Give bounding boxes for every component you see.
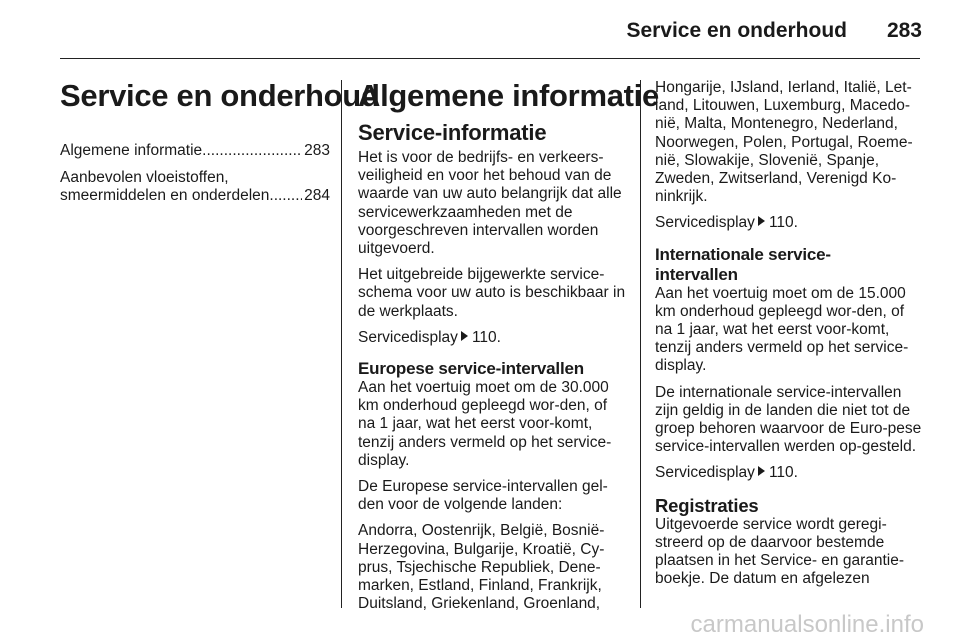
section-title-service-info: Service-informatie xyxy=(358,120,547,145)
toc-entry-page: 283 xyxy=(304,142,330,159)
header-rule xyxy=(60,58,920,59)
toc-entry-general-info[interactable] xyxy=(60,142,330,160)
international-paragraph-1: Aan het voertuig moet om de 15.000 km onderhoud gepleegd wor-den, of na 1 jaar, wat het eerst voor-komt, tenzij anders vermeld op het service-display. xyxy=(655,284,909,375)
subsection-title-international: Internationale service-intervallen xyxy=(655,244,831,284)
toc-chapter-title: Service en onderhoud xyxy=(60,78,380,113)
registrations-paragraph-1: Uitgevoerde service wordt geregi-streerd op de daarvoor bestemde plaatsen in het Service- en garantie-boekje. De datum en afgelezen xyxy=(655,515,905,588)
european-countries-part-2: Hongarije, IJsland, Ierland, Italië, Let-land, Litouwen, Luxemburg, Macedo-nië, Malta, Montenegro, Nederland, Noorwegen, Polen, Portugal, Roeme-nië, Slowakije, Slovenië, Spanje, Zweden, Zwitserland, Verenigd Ko-ninkrijk. xyxy=(655,79,913,206)
text-column-2 xyxy=(358,66,659,621)
page-reference-icon xyxy=(461,331,468,341)
european-countries-part-1: Andorra, Oostenrijk, België, Bosnië-Herzegovina, Bulgarije, Kroatië, Cy-prus, Tsjechische Republiek, Dene-marken, Estland, Finland, Frankrijk, Duitsland, Griekenland, Groenland, xyxy=(358,522,605,613)
watermark: carmanualsonline.info xyxy=(690,611,924,638)
toc-entry-label: Algemene informatie xyxy=(60,142,203,159)
subsection-title-registrations: Registraties xyxy=(655,494,759,516)
column-divider-2 xyxy=(640,80,641,608)
servicedisplay-reference[interactable]: Servicedisplay 110. xyxy=(655,214,798,232)
column-divider-1 xyxy=(341,80,342,608)
running-header-title: Service en onderhoud xyxy=(626,19,847,42)
servicedisplay-reference[interactable]: Servicedisplay 110. xyxy=(655,464,798,482)
service-info-paragraph-2: Het uitgebreide bijgewerkte service-schema voor uw auto is beschikbaar in de werkplaats. xyxy=(358,266,626,320)
page-number: 283 xyxy=(886,19,922,42)
chapter-title: Algemene informatie xyxy=(358,78,659,113)
subsection-title-european: Europese service-intervallen xyxy=(358,359,584,379)
toc-entry-label-cont: smeermiddelen en onderdelen xyxy=(60,187,270,205)
toc-entry-label: Aanbevolen vloeistoffen, xyxy=(60,169,229,187)
servicedisplay-reference[interactable]: Servicedisplay 110. xyxy=(358,328,501,346)
european-paragraph-2: De Europese service-intervallen gel-den voor de volgende landen: xyxy=(358,478,608,514)
toc-entry-fluids[interactable] xyxy=(60,169,330,205)
toc-leader-dots xyxy=(269,187,302,205)
toc-column xyxy=(60,66,380,215)
page-reference-icon xyxy=(758,216,765,226)
international-paragraph-2: De internationale service-intervallen zijn geldig in de landen die niet tot de groep behoren waarvoor de Euro-pese service-intervallen werden op-gesteld. xyxy=(655,383,922,456)
page-reference-icon xyxy=(758,466,765,476)
toc-leader-dots xyxy=(202,142,302,160)
text-column-3 xyxy=(655,79,923,596)
service-info-paragraph-1: Het is voor de bedrijfs- en verkeers-veiligheid en voor het behoud van de waarde van uw auto belangrijk dat alle servicewerkzaamheden met de voorgeschreven intervallen worden uitgevoerd. xyxy=(358,149,622,258)
toc-entry-page: 284 xyxy=(304,187,330,205)
european-paragraph-1: Aan het voertuig moet om de 30.000 km onderhoud gepleegd wor-den, of na 1 jaar, wat het eerst voor-komt, tenzij anders vermeld op het service-display. xyxy=(358,379,612,469)
